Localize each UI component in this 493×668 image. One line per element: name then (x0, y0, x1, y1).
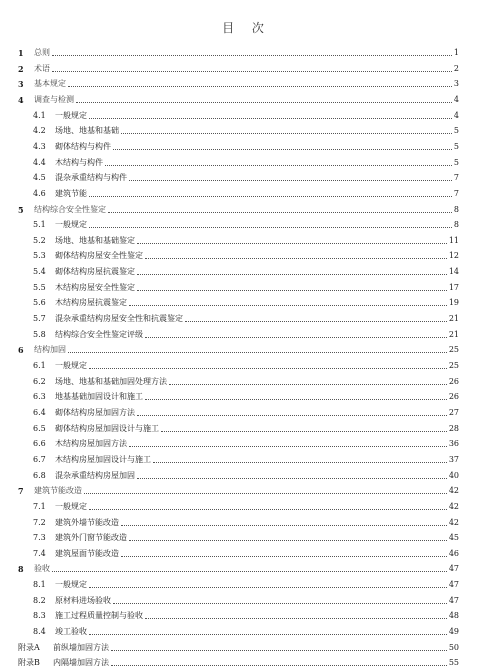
toc-entry-title: 木结构房屋加固方法 (55, 439, 127, 449)
toc-entry-section[interactable] (33, 513, 459, 528)
dot-leader (145, 337, 447, 338)
toc-entry-section[interactable] (33, 262, 459, 277)
toc-entry-number: 5.1 (33, 220, 46, 230)
toc-entry-section[interactable] (33, 184, 459, 199)
toc-entry-title: 结构综合安全性鉴定评级 (55, 329, 143, 339)
toc-entry-page-number: 4 (453, 94, 459, 104)
dot-leader (121, 133, 452, 134)
toc-entry-title: 术语 (34, 63, 50, 73)
toc-entry-number: 7.3 (33, 533, 46, 543)
toc-entry-number: 8.1 (33, 580, 46, 590)
dot-leader (129, 180, 452, 181)
dot-leader (121, 525, 447, 526)
toc-entry-number: 4 (18, 94, 24, 105)
toc-entry-number: 5.5 (33, 282, 46, 292)
toc-entry-title: 原材料进场验收 (55, 595, 111, 605)
toc-entry-number: 7.2 (33, 517, 46, 527)
toc-entry-page-number: 49 (448, 627, 459, 637)
toc-entry-number: 5 (18, 204, 24, 215)
toc-entry-number: 5.6 (33, 298, 46, 308)
toc-entry-number: 8.3 (33, 611, 46, 621)
dot-leader (129, 540, 447, 541)
toc-entry-title: 一般规定 (55, 501, 87, 511)
toc-entry-page-number: 27 (448, 407, 459, 417)
toc-entry-number: 附录B (18, 658, 40, 668)
toc-entry-page-number: 4 (453, 110, 459, 120)
toc-entry-title: 混杂承重结构房屋加固 (55, 470, 135, 480)
toc-entry-title: 建筑外墙节能改造 (55, 517, 119, 527)
toc-entry-number: 4.5 (33, 173, 46, 183)
dot-leader (137, 415, 447, 416)
toc-entry-section[interactable] (33, 168, 459, 183)
toc-entry-number: 6.6 (33, 439, 46, 449)
dot-leader (52, 55, 452, 56)
toc-entry-title: 结构加固 (34, 345, 66, 355)
toc-entry-section[interactable] (33, 434, 459, 449)
toc-entry-title: 基本规定 (34, 79, 66, 89)
dot-leader (129, 305, 447, 306)
toc-entry-section[interactable] (33, 153, 459, 168)
toc-entry-title: 施工过程质量控制与验收 (55, 611, 143, 621)
dot-leader (89, 196, 452, 197)
toc-entry-title: 建筑节能改造 (34, 486, 82, 496)
page-title: 目 次 (222, 21, 271, 35)
dot-leader (137, 478, 447, 479)
dot-leader (89, 118, 452, 119)
toc-entry-section[interactable] (33, 466, 459, 481)
toc-entry-chapter[interactable] (18, 90, 459, 105)
toc-entry-page-number: 25 (448, 345, 459, 355)
dot-leader (113, 603, 447, 604)
dot-leader (108, 212, 452, 213)
toc-entry-chapter[interactable] (18, 340, 459, 355)
toc-entry-chapter[interactable] (18, 481, 459, 496)
toc-entry-number: 8.4 (33, 627, 46, 637)
toc-entry-title: 场地、地基和基础 (55, 126, 119, 136)
toc-entry-page-number: 3 (453, 79, 459, 89)
toc-entry-page-number: 42 (448, 501, 459, 511)
dot-leader (113, 149, 452, 150)
dot-leader (169, 384, 447, 385)
toc-entry-title: 木结构房屋抗震鉴定 (55, 298, 127, 308)
toc-entry-page-number: 11 (448, 235, 459, 245)
toc-entry-page-number: 7 (453, 188, 459, 198)
toc-entry-page-number: 42 (448, 517, 459, 527)
toc-entry-page-number: 40 (448, 470, 459, 480)
toc-entry-page-number: 46 (448, 548, 459, 558)
toc-entry-section[interactable] (33, 591, 459, 606)
toc-entry-chapter[interactable] (18, 74, 459, 89)
dot-leader (121, 556, 447, 557)
toc-entry-page-number: 25 (448, 361, 459, 370)
toc-entry-page-number: 26 (448, 392, 459, 402)
toc-entry-title: 一般规定 (55, 110, 87, 120)
dot-leader (89, 587, 447, 588)
toc-entry-page-number: 21 (448, 329, 459, 339)
toc-entry-number: 5.8 (33, 329, 46, 339)
toc-entry-number: 6.7 (33, 454, 46, 464)
dot-leader (111, 665, 447, 666)
toc-entry-number: 5.3 (33, 251, 46, 261)
toc-entry-number: 2 (18, 63, 24, 74)
dot-leader (185, 321, 447, 322)
toc-entry-title: 调查与检测 (34, 94, 74, 104)
dot-leader (89, 227, 452, 228)
toc-entry-number: 5.4 (33, 267, 46, 277)
toc-entry-number: 6.8 (33, 470, 46, 480)
toc-entry-page-number: 47 (448, 595, 459, 605)
toc-entry-number: 5.2 (33, 235, 46, 245)
toc-entry-section[interactable] (33, 622, 459, 637)
toc-entry-title: 砌体结构房屋抗震鉴定 (55, 267, 135, 277)
dot-leader (137, 290, 447, 291)
toc-entry-title: 场地、地基和基础加固处理方法 (55, 376, 167, 386)
toc-entry-title: 总则 (34, 48, 50, 57)
toc-entry-chapter[interactable] (18, 43, 459, 58)
toc-entry-page-number: 5 (453, 157, 459, 167)
toc-entry-title: 砌体结构房屋加固设计与施工 (55, 423, 159, 433)
toc-entry-page-number: 48 (448, 611, 459, 621)
toc-entry-section[interactable] (33, 403, 459, 418)
toc-entry-page-number: 17 (448, 282, 459, 292)
toc-entry-page-number: 2 (453, 63, 459, 73)
dot-leader (52, 71, 452, 72)
toc-entry-page-number: 28 (448, 423, 459, 433)
toc-entry-section[interactable] (33, 309, 459, 324)
toc-entry-section[interactable] (33, 231, 459, 246)
toc-entry-title: 混杂承重结构房屋安全性和抗震鉴定 (55, 314, 183, 324)
toc-entry-chapter[interactable] (18, 200, 459, 215)
toc-entry-section[interactable] (33, 325, 459, 340)
toc-entry-number: 4.4 (33, 157, 46, 167)
toc-entry-page-number: 50 (448, 642, 459, 652)
toc-entry-number: 6.2 (33, 376, 46, 386)
toc-entry-title: 地基基础加固设计和施工 (55, 392, 143, 402)
toc-entry-section[interactable] (33, 121, 459, 136)
toc-entry-section[interactable] (33, 606, 459, 621)
toc-entry-number: 4.3 (33, 141, 46, 151)
toc-entry-number: 6.5 (33, 423, 46, 433)
toc-entry-page-number: 42 (448, 486, 459, 496)
dot-leader (111, 650, 447, 651)
toc-entry-title: 结构综合安全性鉴定 (34, 204, 106, 214)
dot-leader (137, 274, 447, 275)
dot-leader (89, 368, 447, 369)
dot-leader (84, 493, 447, 494)
dot-leader (137, 243, 447, 244)
dot-leader (145, 399, 447, 400)
toc-entry-number: 7 (18, 486, 24, 497)
toc-entry-number: 5.7 (33, 314, 46, 324)
dot-leader (68, 352, 447, 353)
toc-entry-page-number: 47 (448, 580, 459, 590)
dot-leader (145, 618, 447, 619)
toc-entry-title: 一般规定 (55, 361, 87, 370)
toc-entry-number: 1 (18, 48, 24, 58)
toc-entry-section[interactable] (33, 356, 459, 371)
toc-entry-title: 一般规定 (55, 580, 87, 590)
toc-entry-number: 6.1 (33, 361, 46, 370)
toc-entry-title: 验收 (34, 564, 50, 574)
toc-entry-title: 竣工验收 (55, 627, 87, 637)
toc-entry-chapter[interactable] (18, 559, 459, 574)
toc-entry-title: 砌体结构房屋安全性鉴定 (55, 251, 143, 261)
toc-entry-page-number: 5 (453, 126, 459, 136)
toc-entry-page-number: 37 (448, 454, 459, 464)
toc-entry-title: 内隔墙加固方法 (53, 658, 109, 668)
dot-leader (105, 165, 452, 166)
toc-entry-title: 木结构房屋加固设计与施工 (55, 454, 151, 464)
dot-leader (68, 86, 452, 87)
toc-entry-page-number: 45 (448, 533, 459, 543)
toc-entry-appendix[interactable] (18, 653, 459, 668)
toc-entry-page-number: 8 (453, 204, 459, 214)
toc-entry-number: 4.6 (33, 188, 46, 198)
toc-entry-title: 建筑屋面节能改造 (55, 548, 119, 558)
toc-entry-page-number: 36 (448, 439, 459, 449)
toc-entry-title: 前纵墙加固方法 (53, 642, 109, 652)
dot-leader (161, 431, 447, 432)
toc-entry-section[interactable] (33, 372, 459, 387)
toc-entry-number: 8.2 (33, 595, 46, 605)
toc-entry-section[interactable] (33, 246, 459, 261)
toc-entry-number: 7.4 (33, 548, 46, 558)
dot-leader (129, 446, 447, 447)
toc-entry-page-number: 5 (453, 141, 459, 151)
toc-entry-title: 建筑外门窗节能改造 (55, 533, 127, 543)
toc-entry-page-number: 47 (448, 564, 459, 574)
toc-entry-appendix[interactable] (18, 638, 459, 653)
toc-entry-section[interactable] (33, 450, 459, 465)
toc-entry-section[interactable] (33, 137, 459, 152)
dot-leader (52, 571, 447, 572)
toc-entry-section[interactable] (33, 106, 459, 121)
toc-entry-section[interactable] (33, 215, 459, 230)
toc-entry-number: 4.1 (33, 110, 46, 120)
toc-entry-number: 8 (18, 564, 24, 575)
toc-entry-section[interactable] (33, 278, 459, 293)
toc-entry-page-number: 19 (448, 298, 459, 308)
toc-entry-title: 砌体结构房屋加固方法 (55, 407, 135, 417)
dot-leader (89, 634, 447, 635)
dot-leader (145, 258, 447, 259)
toc-entry-page-number: 12 (448, 251, 459, 261)
toc-entry-number: 6.4 (33, 407, 46, 417)
toc-entry-section[interactable] (33, 419, 459, 434)
toc-entry-title: 一般规定 (55, 220, 87, 230)
toc-entry-page-number: 21 (448, 314, 459, 324)
toc-entry-number: 4.2 (33, 126, 46, 136)
toc-entry-section[interactable] (33, 575, 459, 590)
dot-leader (76, 102, 452, 103)
toc-entry-section[interactable] (33, 528, 459, 543)
toc-entry-page-number: 8 (453, 220, 459, 230)
toc-entry-title: 砌体结构与构件 (55, 141, 111, 151)
toc-entry-page-number: 7 (453, 173, 459, 183)
toc-entry-section[interactable] (33, 497, 459, 512)
toc-entry-title: 木结构与构件 (55, 157, 103, 167)
toc-entry-page-number: 14 (448, 267, 459, 277)
toc-entry-title: 场地、地基和基础鉴定 (55, 235, 135, 245)
dot-leader (153, 462, 447, 463)
toc-entry-number: 附录A (18, 642, 40, 652)
toc-entry-page-number: 1 (453, 48, 459, 57)
toc-entry-section[interactable] (33, 387, 459, 402)
toc-entry-number: 3 (18, 79, 24, 90)
toc-entry-number: 6.3 (33, 392, 46, 402)
toc-entry-title: 木结构房屋安全性鉴定 (55, 282, 135, 292)
toc-entry-number: 6 (18, 345, 24, 356)
toc-entry-title: 混杂承重结构与构件 (55, 173, 127, 183)
toc-entry-page-number: 26 (448, 376, 459, 386)
toc-entry-page-number: 55 (448, 658, 459, 668)
toc-entry-title: 建筑节能 (55, 188, 87, 198)
toc-entry-section[interactable] (33, 293, 459, 308)
toc-entry-section[interactable] (33, 544, 459, 559)
toc-entry-chapter[interactable] (18, 59, 459, 74)
toc-entry-number: 7.1 (33, 501, 46, 511)
dot-leader (89, 509, 447, 510)
